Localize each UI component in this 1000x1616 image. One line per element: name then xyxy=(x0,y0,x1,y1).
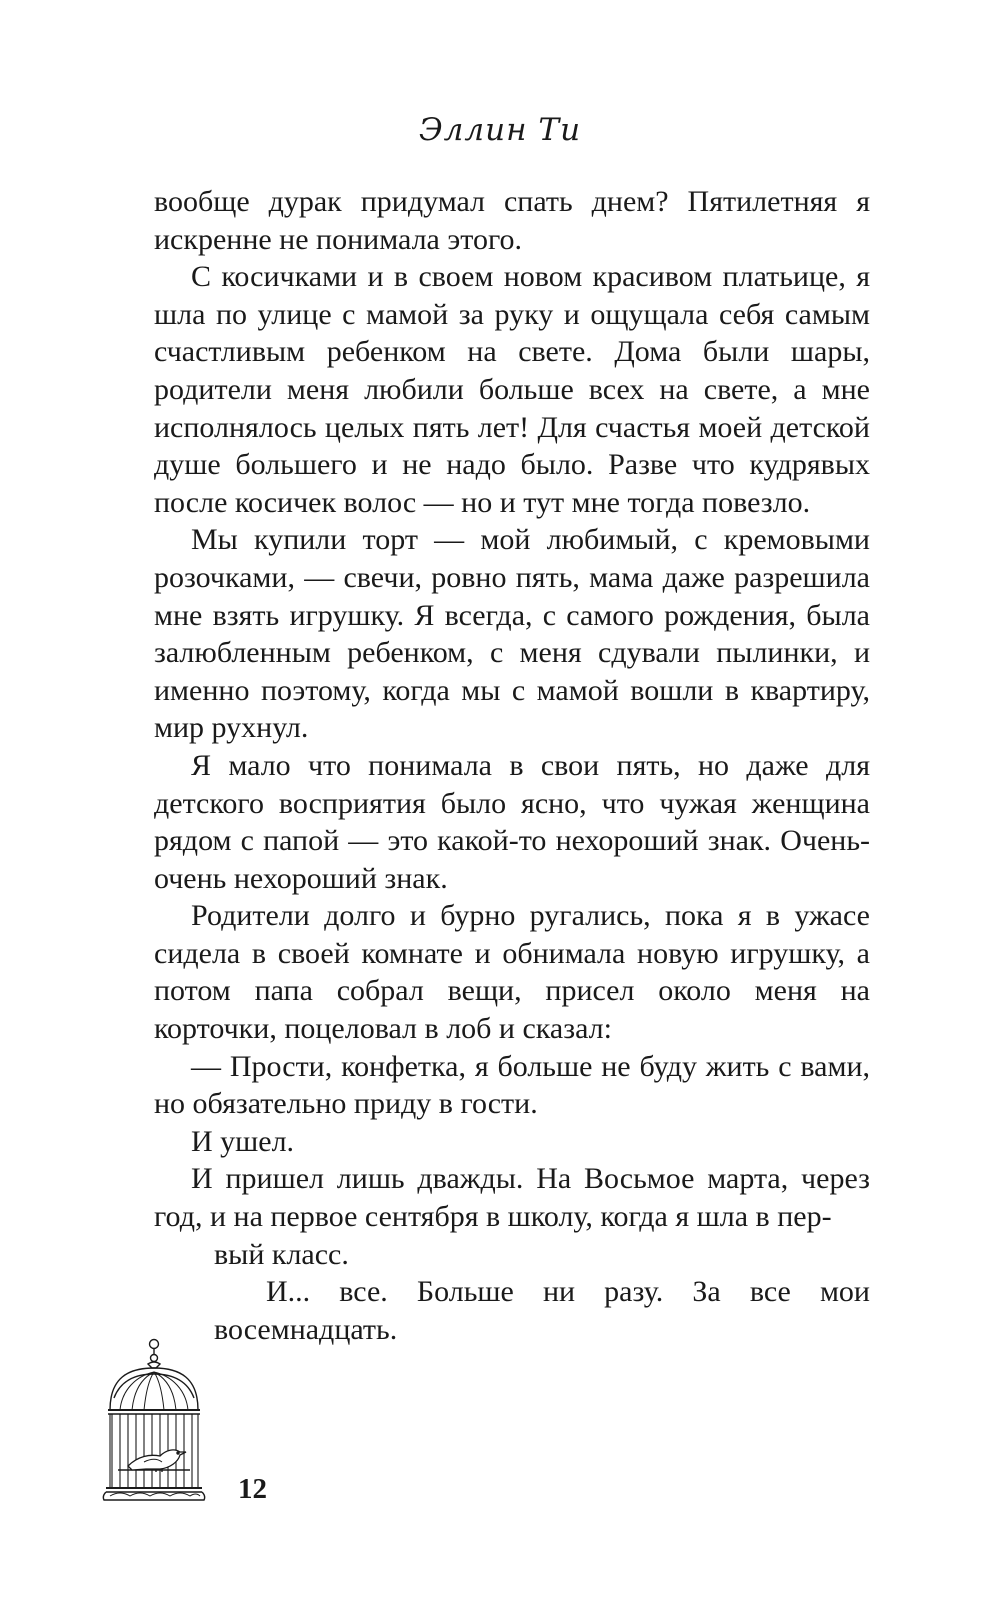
running-title: Эллин Ти xyxy=(418,112,582,148)
paragraph: И пришел лишь дважды. На Восьмое марта, через год, и на первое сентября в школу, когда я шла в пер- xyxy=(154,1162,870,1234)
birdcage-icon xyxy=(98,1338,210,1506)
body-text xyxy=(154,183,870,1348)
dialogue-line: — Прости, конфетка, я больше не буду жить с вами, но обязательно приду в гости. xyxy=(154,1049,870,1121)
paragraph: Мы купили торт — мой любимый, с кремовыми розочками, — свечи, ровно пять, мама даже разрешила мне взять игрушку. Я всегда, с самого рождения, была залюбленным ребенком, с меня сдували пылинки, и именно поэтому, когда мы с мамой вошли в квартиру, мир рухнул. xyxy=(154,523,870,745)
paragraph: И ушел. xyxy=(191,1124,295,1158)
page-number: 12 xyxy=(238,1473,267,1505)
paragraph: С косичками и в своем новом красивом платьице, я шла по улице с мамой за руку и ощущала себя самым счастливым ребенком на свете. Дома были шары, родители меня любили больше всех на свете, а мне исполнялось целых пять лет! Для счастья моей детской душе большего и не надо было. Разве что кудрявых после косичек волос — но и тут мне тогда повезло. xyxy=(154,260,870,519)
paragraph: И... все. Больше ни разу. За все мои восемнадцать. xyxy=(214,1275,870,1346)
paragraph: Родители долго и бурно ругались, пока я в ужасе сидела в своей комнате и обнимала новую игрушку, а потом папа собрал вещи, присел около меня на корточки, поцеловал в лоб и сказал: xyxy=(154,899,870,1046)
paragraph: вообще дурак придумал спать днем? Пятилетняя я искренне не понимала этого. xyxy=(154,185,870,256)
paragraph: Я мало что понимала в свои пять, но даже для детского восприятия было ясно, что чужая женщина рядом с папой — это какой-то нехороший знак. Очень-очень нехороший знак. xyxy=(154,748,870,895)
paragraph-continuation: вый класс. xyxy=(214,1237,349,1271)
